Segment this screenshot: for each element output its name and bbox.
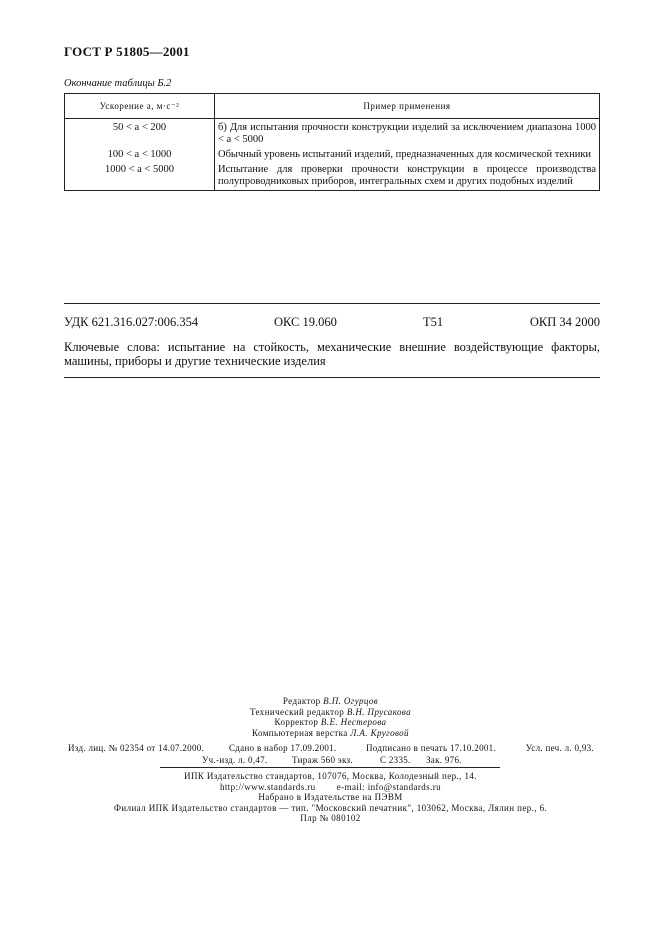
column-header-acceleration: Ускорение a, м·с⁻² [65, 94, 215, 119]
credits-block [0, 696, 661, 738]
usage-cell: Испытание для проверки прочности конструкции в процессе производства полупроводниковых приборов, интегральных схем и других подобных изделий [215, 163, 600, 191]
publisher-web: http://www.standards.ru [219, 781, 316, 792]
divider-bottom [64, 377, 600, 378]
print-sheets-text: Усл. печ. л. 0,93. [525, 743, 594, 753]
table-row [65, 148, 600, 163]
publisher-branch: Филиал ИПК Издательство стандартов — тип. "Московский печатник", 103062, Москва, Лялин пер., 6. [113, 802, 548, 813]
code-text: С 2335. [380, 755, 411, 765]
credit-name: В.Н. Прусакова [346, 706, 412, 717]
credit-name: В.Е. Нестерова [320, 717, 387, 727]
credit-role: Технический редактор [249, 706, 345, 717]
credit-line [0, 717, 661, 728]
credit-line [0, 728, 661, 739]
publisher-address: ИПК Издательство стандартов, 107076, Москва, Колодезный пер., 14. [184, 771, 477, 781]
acceleration-range-cell: 50 < a < 200 [65, 119, 215, 149]
table-caption: Окончание таблицы Б.2 [64, 78, 172, 89]
publisher-contacts [0, 782, 661, 793]
document-header-title: ГОСТ Р 51805—2001 [64, 44, 190, 59]
publisher-typeset: Набрано в Издательстве на ПЭВМ [258, 792, 403, 803]
divider-top [64, 303, 600, 304]
publisher-email: e-mail: info@standards.ru [336, 781, 442, 792]
usage-cell: Обычный уровень испытаний изделий, предназначенных для космической техники [215, 148, 600, 163]
credit-role: Корректор [274, 717, 319, 727]
license-text: Изд. лиц. № 02354 от 14.07.2000. [68, 743, 205, 753]
run-text: Тираж 560 экз. [292, 755, 353, 765]
column-header-usage: Пример применения [215, 94, 600, 119]
table-row [65, 163, 600, 191]
usage-cell: б) Для испытания прочности конструкции изделий за исключением диапазона 1000 < a < 5000 [215, 119, 600, 149]
publisher-block [0, 771, 661, 824]
acceleration-range-cell: 1000 < a < 5000 [65, 163, 215, 191]
credit-role: Редактор [282, 696, 321, 706]
order-text: Зак. 976. [426, 755, 462, 765]
credit-name: Л.А. Круговой [350, 727, 409, 738]
imprint-divider [160, 767, 500, 768]
edu-sheets-text: Уч.-изд. л. 0,47. [202, 755, 268, 765]
table-header-row [65, 94, 600, 119]
udk-code: УДК 621.316.027:006.354 [64, 315, 199, 329]
acceleration-range-cell: 100 < a < 1000 [65, 148, 215, 163]
oks-code: ОКС 19.060 [274, 315, 337, 329]
okp-code: ОКП 34 2000 [529, 315, 600, 329]
publisher-plr: Плр № 080102 [300, 813, 361, 824]
credit-line [0, 696, 661, 707]
credit-role: Компьютерная верстка [252, 727, 348, 738]
signed-text: Подписано в печать 17.10.2001. [366, 743, 497, 753]
submitted-text: Сдано в набор 17.09.2001. [229, 743, 337, 753]
credit-name: В.П. Огурцов [323, 696, 379, 706]
keywords-text: Ключевые слова: испытание на стойкость, механические внешние воздействующие факторы, машины, приборы и другие технические изделия [64, 340, 600, 368]
credit-line [0, 707, 661, 718]
acceleration-table [64, 93, 600, 191]
table-row [65, 119, 600, 149]
t-code: Т51 [423, 315, 444, 329]
